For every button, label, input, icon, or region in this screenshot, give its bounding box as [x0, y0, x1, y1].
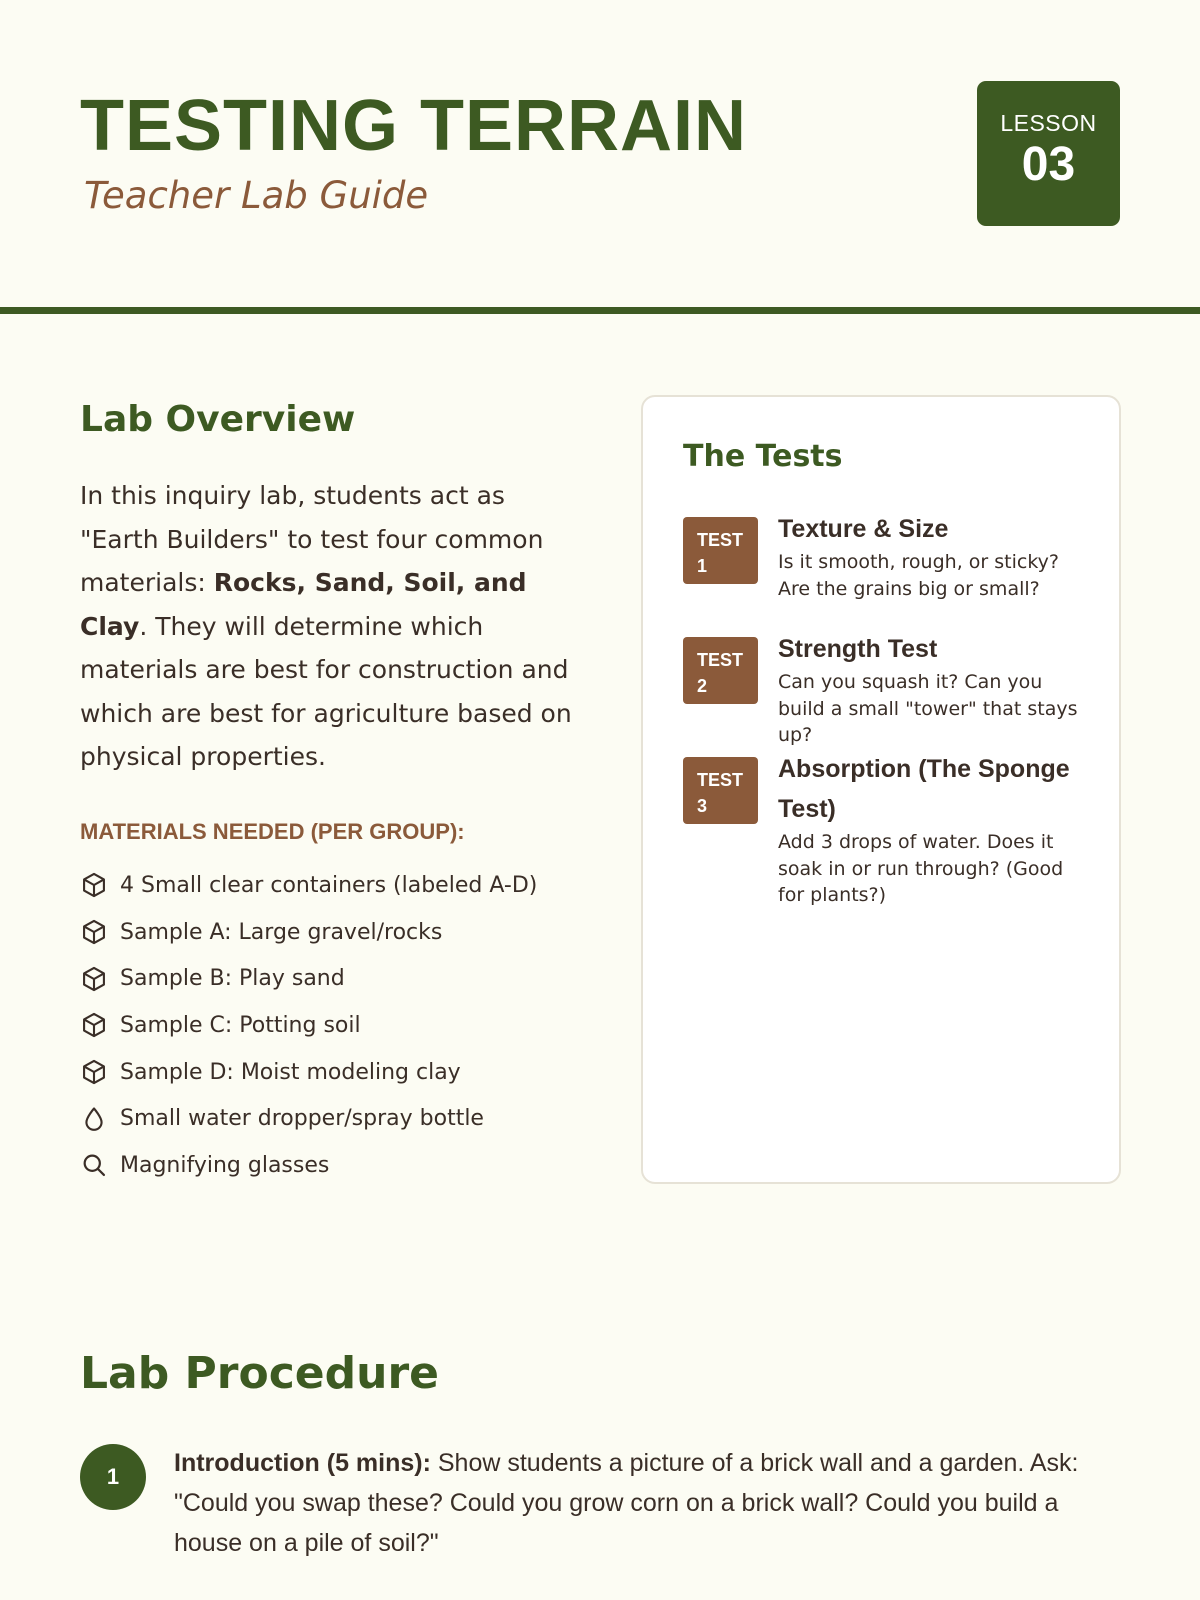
tests-card [641, 395, 1121, 1184]
test-badge-number: 2 [697, 676, 708, 696]
list-item [80, 955, 600, 1002]
test-description: Is it smooth, rough, or sticky? Are the grains big or small? [778, 551, 1059, 600]
material-label: Sample D: Moist modeling clay [120, 1059, 461, 1085]
material-label: Small water dropper/spray bottle [120, 1106, 484, 1132]
test-badge-word: TEST [697, 530, 744, 550]
material-label: Sample C: Potting soil [120, 1012, 361, 1038]
page-header [0, 0, 1200, 314]
material-label: 4 Small clear containers (labeled A-D) [120, 872, 538, 898]
test-body [778, 757, 1088, 909]
cube-icon [80, 965, 108, 993]
overview-text [80, 474, 580, 779]
procedure-step [174, 1443, 1124, 1563]
page-title: TESTING TERRAIN [80, 86, 748, 166]
test-badge-number: 3 [697, 796, 708, 816]
test-badge [683, 637, 758, 704]
test-body [778, 637, 1088, 749]
list-item [80, 862, 600, 909]
magnifier-icon [80, 1151, 108, 1179]
test-badge [683, 517, 758, 584]
droplet-icon [80, 1105, 108, 1133]
list-item [80, 1002, 600, 1049]
materials-list [80, 862, 600, 1189]
lesson-label: LESSON [1000, 110, 1097, 136]
cube-icon [80, 918, 108, 946]
step-text: Show students a picture of a brick wall and a garden. Ask: "Could you swap these? Could you grow corn on a brick wall? Could you build a house on a pile of soil?" [174, 1449, 1079, 1557]
cube-icon [80, 1058, 108, 1086]
test-title: Absorption (The Sponge Test) [778, 755, 1070, 823]
test-description: Add 3 drops of water. Does it soak in or run through? (Good for plants?) [778, 831, 1064, 906]
list-item [80, 1095, 600, 1142]
test-body [778, 517, 1088, 602]
page-subtitle: Teacher Lab Guide [84, 174, 429, 217]
cube-icon [80, 871, 108, 899]
overview-text-start: In this inquiry lab, students act as "Earth Builders" to test four common materials: [80, 481, 544, 597]
test-description: Can you squash it? Can you build a small "tower" that stays up? [778, 671, 1078, 746]
overview-heading: Lab Overview [80, 399, 356, 440]
lesson-number: 03 [1021, 138, 1076, 191]
procedure-heading: Lab Procedure [80, 1348, 440, 1399]
test-title: Strength Test [778, 635, 938, 663]
tests-heading: The Tests [683, 439, 843, 474]
material-label: Sample B: Play sand [120, 966, 345, 992]
list-item [80, 1049, 600, 1096]
material-label: Magnifying glasses [120, 1152, 330, 1178]
test-badge-word: TEST [697, 650, 744, 670]
overview-text-end: . They will determine which materials are best for construction and which are best for agriculture based on physical properties. [80, 611, 572, 771]
material-label: Sample A: Large gravel/rocks [120, 919, 443, 945]
test-badge [683, 757, 758, 824]
overview-text-bold: Rocks, Sand, Soil, and Clay [80, 568, 527, 641]
materials-heading: MATERIALS NEEDED (PER GROUP): [80, 819, 465, 844]
step-number-badge: 1 [80, 1444, 146, 1510]
list-item [80, 1142, 600, 1189]
step-lead: Introduction (5 mins): [174, 1449, 431, 1477]
cube-icon [80, 1011, 108, 1039]
lesson-badge [977, 81, 1120, 226]
test-badge-word: TEST [697, 770, 744, 790]
test-badge-number: 1 [697, 556, 708, 576]
test-title: Texture & Size [778, 515, 949, 543]
list-item [80, 909, 600, 956]
